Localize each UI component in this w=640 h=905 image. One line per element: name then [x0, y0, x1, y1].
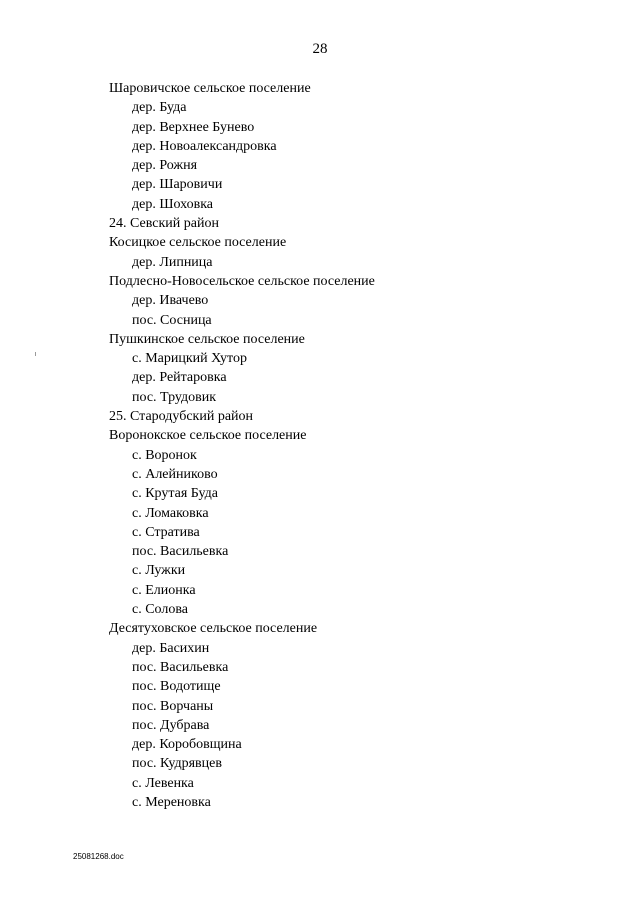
settlement-item: дер. Новоалександровка [132, 138, 277, 154]
section-heading: 25. Стародубский район [109, 409, 254, 425]
settlement-item: с. Стратива [132, 524, 200, 540]
section-heading: Воронокское сельское поселение [109, 428, 307, 444]
page-number: 28 [312, 41, 328, 57]
settlement-list [0, 79, 640, 812]
settlement-item: дер. Шаровичи [132, 177, 223, 193]
section-heading: 24. Севский район [109, 216, 219, 232]
settlement-item: с. Елионка [132, 582, 196, 598]
settlement-item: пос. Дубрава [132, 717, 210, 733]
settlement-item: с. Мереновка [132, 794, 211, 810]
settlement-item: пос. Васильевка [132, 659, 229, 675]
settlement-item: дер. Рейтаровка [132, 370, 227, 386]
settlement-item: пос. Водотище [132, 679, 221, 695]
settlement-item: с. Левенка [132, 775, 194, 791]
footer-filename: 25081268.doc [73, 852, 124, 861]
section-heading: Косицкое сельское поселение [109, 235, 287, 251]
settlement-item: пос. Трудовик [132, 389, 217, 405]
margin-mark [35, 352, 36, 356]
settlement-item: с. Крутая Буда [132, 486, 218, 502]
settlement-item: дер. Коробовщина [132, 737, 242, 753]
settlement-item: дер. Рожня [132, 158, 198, 174]
section-heading: Шаровичское сельское поселение [109, 81, 311, 96]
settlement-item: с. Алейниково [132, 466, 218, 482]
settlement-item: с. Ломаковка [132, 505, 209, 521]
settlement-item: пос. Кудрявцев [132, 756, 222, 772]
settlement-item: дер. Буда [132, 100, 187, 116]
settlement-item: пос. Васильевка [132, 544, 229, 560]
settlement-item: пос. Ворчаны [132, 698, 214, 714]
settlement-item: с. Марицкий Хутор [132, 351, 247, 367]
settlement-item: дер. Ивачево [132, 293, 209, 309]
section-heading: Десятуховское сельское поселение [109, 621, 318, 637]
settlement-item: дер. Шоховка [132, 196, 213, 212]
settlement-item: с. Солова [132, 602, 188, 618]
section-heading: Пушкинское сельское поселение [109, 331, 305, 347]
settlement-item: дер. Басихин [132, 640, 210, 656]
settlement-item: дер. Липница [132, 254, 213, 270]
settlement-item: пос. Сосница [132, 312, 212, 328]
settlement-item: с. Лужки [132, 563, 186, 579]
section-heading: Подлесно-Новосельское сельское поселение [109, 273, 375, 289]
settlement-item: с. Воронок [132, 447, 197, 463]
settlement-item: дер. Верхнее Бунево [132, 119, 255, 135]
